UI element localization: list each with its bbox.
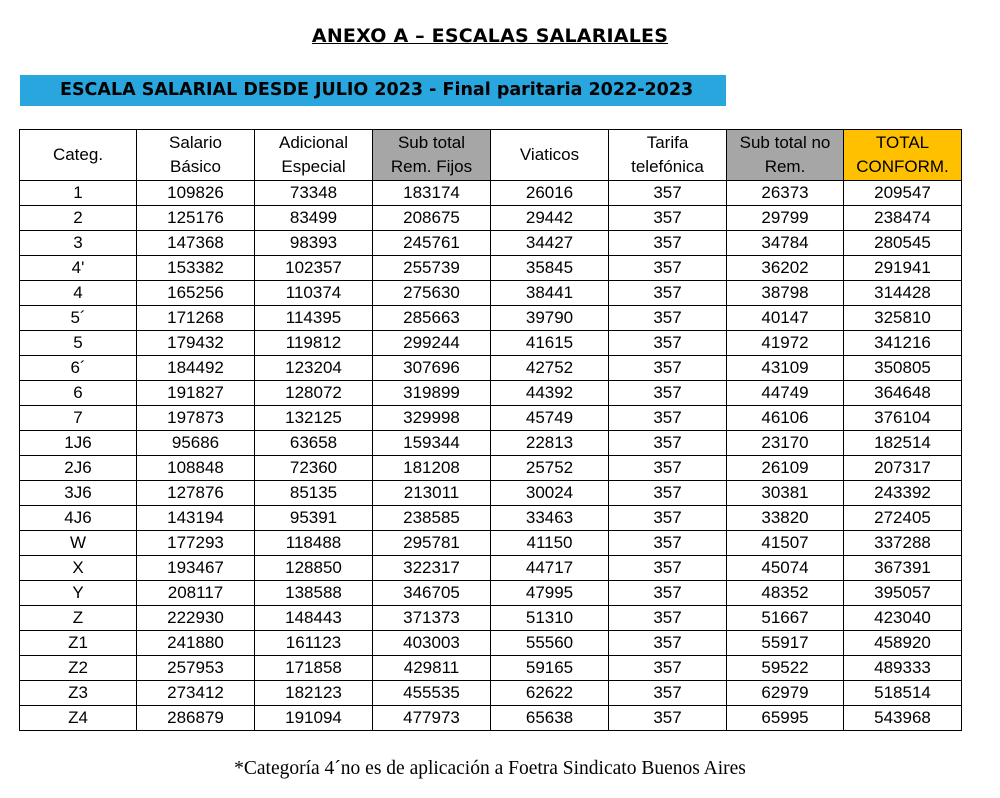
cell-subtotal-rem-fijos: 255739 — [373, 256, 491, 281]
cell-salario-basico: 208117 — [137, 581, 255, 606]
cell-tarifa-telefonica: 357 — [609, 406, 727, 431]
cell-total-conform: 364648 — [844, 381, 962, 406]
cell-subtotal-rem-fijos: 295781 — [373, 531, 491, 556]
cell-salario-basico: 273412 — [137, 681, 255, 706]
cell-viaticos: 25752 — [491, 456, 609, 481]
table-row — [20, 431, 962, 456]
cell-total-conform: 367391 — [844, 556, 962, 581]
cell-subtotal-rem-fijos: 307696 — [373, 356, 491, 381]
cell-categ: 1J6 — [20, 431, 137, 456]
cell-tarifa-telefonica: 357 — [609, 381, 727, 406]
table-row — [20, 206, 962, 231]
cell-subtotal-no-rem: 43109 — [727, 356, 844, 381]
cell-viaticos: 55560 — [491, 631, 609, 656]
cell-viaticos: 47995 — [491, 581, 609, 606]
table-row — [20, 606, 962, 631]
cell-viaticos: 42752 — [491, 356, 609, 381]
cell-subtotal-no-rem: 51667 — [727, 606, 844, 631]
cell-subtotal-rem-fijos: 183174 — [373, 181, 491, 206]
cell-tarifa-telefonica: 357 — [609, 281, 727, 306]
cell-tarifa-telefonica: 357 — [609, 581, 727, 606]
cell-tarifa-telefonica: 357 — [609, 681, 727, 706]
cell-subtotal-rem-fijos: 275630 — [373, 281, 491, 306]
cell-categ: 4' — [20, 256, 137, 281]
table-row — [20, 456, 962, 481]
cell-subtotal-no-rem: 55917 — [727, 631, 844, 656]
cell-adicional-especial: 63658 — [255, 431, 373, 456]
cell-subtotal-no-rem: 33820 — [727, 506, 844, 531]
cell-viaticos: 51310 — [491, 606, 609, 631]
table-row — [20, 331, 962, 356]
cell-categ: 4J6 — [20, 506, 137, 531]
cell-viaticos: 45749 — [491, 406, 609, 431]
cell-subtotal-no-rem: 59522 — [727, 656, 844, 681]
cell-subtotal-rem-fijos: 429811 — [373, 656, 491, 681]
cell-adicional-especial: 138588 — [255, 581, 373, 606]
cell-subtotal-rem-fijos: 403003 — [373, 631, 491, 656]
cell-tarifa-telefonica: 357 — [609, 356, 727, 381]
cell-subtotal-rem-fijos: 322317 — [373, 556, 491, 581]
table-row — [20, 256, 962, 281]
cell-total-conform: 291941 — [844, 256, 962, 281]
cell-tarifa-telefonica: 357 — [609, 181, 727, 206]
cell-categ: 5´ — [20, 306, 137, 331]
cell-salario-basico: 109826 — [137, 181, 255, 206]
cell-categ: Z2 — [20, 656, 137, 681]
cell-categ: W — [20, 531, 137, 556]
cell-tarifa-telefonica: 357 — [609, 481, 727, 506]
cell-viaticos: 26016 — [491, 181, 609, 206]
scale-banner — [20, 75, 726, 106]
cell-total-conform: 341216 — [844, 331, 962, 356]
table-row — [20, 506, 962, 531]
cell-subtotal-rem-fijos: 238585 — [373, 506, 491, 531]
table-row — [20, 556, 962, 581]
cell-adicional-especial: 182123 — [255, 681, 373, 706]
cell-viaticos: 35845 — [491, 256, 609, 281]
cell-subtotal-rem-fijos: 477973 — [373, 706, 491, 731]
cell-categ: X — [20, 556, 137, 581]
cell-salario-basico: 222930 — [137, 606, 255, 631]
cell-viaticos: 29442 — [491, 206, 609, 231]
cell-salario-basico: 257953 — [137, 656, 255, 681]
cell-adicional-especial: 98393 — [255, 231, 373, 256]
cell-salario-basico: 125176 — [137, 206, 255, 231]
cell-total-conform: 182514 — [844, 431, 962, 456]
table-row — [20, 581, 962, 606]
cell-subtotal-no-rem: 34784 — [727, 231, 844, 256]
cell-viaticos: 38441 — [491, 281, 609, 306]
col-header-tarifa-telefonica: Tarifa telefónica — [609, 130, 727, 181]
table-row — [20, 281, 962, 306]
cell-salario-basico: 153382 — [137, 256, 255, 281]
cell-categ: Z4 — [20, 706, 137, 731]
cell-subtotal-no-rem: 26373 — [727, 181, 844, 206]
cell-categ: 6´ — [20, 356, 137, 381]
cell-adicional-especial: 118488 — [255, 531, 373, 556]
cell-total-conform: 376104 — [844, 406, 962, 431]
cell-subtotal-no-rem: 44749 — [727, 381, 844, 406]
cell-subtotal-no-rem: 36202 — [727, 256, 844, 281]
cell-adicional-especial: 102357 — [255, 256, 373, 281]
table-row — [20, 356, 962, 381]
cell-subtotal-rem-fijos: 319899 — [373, 381, 491, 406]
cell-salario-basico: 184492 — [137, 356, 255, 381]
cell-salario-basico: 177293 — [137, 531, 255, 556]
cell-total-conform: 395057 — [844, 581, 962, 606]
cell-subtotal-rem-fijos: 371373 — [373, 606, 491, 631]
cell-tarifa-telefonica: 357 — [609, 256, 727, 281]
cell-tarifa-telefonica: 357 — [609, 206, 727, 231]
table-row — [20, 706, 962, 731]
cell-viaticos: 62622 — [491, 681, 609, 706]
cell-total-conform: 209547 — [844, 181, 962, 206]
cell-subtotal-rem-fijos: 181208 — [373, 456, 491, 481]
col-header-adicional-especial: Adicional Especial — [255, 130, 373, 181]
table-row — [20, 381, 962, 406]
cell-adicional-especial: 119812 — [255, 331, 373, 356]
cell-subtotal-no-rem: 62979 — [727, 681, 844, 706]
cell-viaticos: 41615 — [491, 331, 609, 356]
cell-subtotal-rem-fijos: 245761 — [373, 231, 491, 256]
cell-viaticos: 59165 — [491, 656, 609, 681]
cell-total-conform: 350805 — [844, 356, 962, 381]
cell-total-conform: 314428 — [844, 281, 962, 306]
cell-adicional-especial: 128850 — [255, 556, 373, 581]
cell-viaticos: 39790 — [491, 306, 609, 331]
scale-banner-text: ESCALA SALARIAL DESDE JULIO 2023 - Final paritaria 2022-2023 — [60, 80, 694, 100]
cell-categ: 6 — [20, 381, 137, 406]
document-title: ANEXO A – ESCALAS SALARIALES — [311, 25, 669, 47]
table-row — [20, 631, 962, 656]
cell-subtotal-no-rem: 38798 — [727, 281, 844, 306]
cell-salario-basico: 143194 — [137, 506, 255, 531]
cell-viaticos: 65638 — [491, 706, 609, 731]
cell-total-conform: 243392 — [844, 481, 962, 506]
cell-adicional-especial: 171858 — [255, 656, 373, 681]
cell-subtotal-no-rem: 23170 — [727, 431, 844, 456]
cell-subtotal-no-rem: 41507 — [727, 531, 844, 556]
cell-adicional-especial: 161123 — [255, 631, 373, 656]
cell-adicional-especial: 148443 — [255, 606, 373, 631]
table-body — [20, 181, 962, 731]
cell-total-conform: 207317 — [844, 456, 962, 481]
cell-viaticos: 30024 — [491, 481, 609, 506]
cell-tarifa-telefonica: 357 — [609, 606, 727, 631]
cell-viaticos: 22813 — [491, 431, 609, 456]
cell-salario-basico: 95686 — [137, 431, 255, 456]
cell-adicional-especial: 191094 — [255, 706, 373, 731]
col-header-subtotal-no-rem: Sub total no Rem. — [727, 130, 844, 181]
cell-total-conform: 238474 — [844, 206, 962, 231]
cell-subtotal-rem-fijos: 213011 — [373, 481, 491, 506]
cell-categ: 7 — [20, 406, 137, 431]
cell-subtotal-no-rem: 41972 — [727, 331, 844, 356]
cell-subtotal-no-rem: 48352 — [727, 581, 844, 606]
cell-viaticos: 33463 — [491, 506, 609, 531]
cell-salario-basico: 147368 — [137, 231, 255, 256]
cell-subtotal-rem-fijos: 159344 — [373, 431, 491, 456]
table-row — [20, 306, 962, 331]
cell-subtotal-no-rem: 26109 — [727, 456, 844, 481]
cell-salario-basico: 108848 — [137, 456, 255, 481]
table-row — [20, 406, 962, 431]
col-header-salario-basico: Salario Básico — [137, 130, 255, 181]
cell-subtotal-rem-fijos: 285663 — [373, 306, 491, 331]
cell-subtotal-no-rem: 30381 — [727, 481, 844, 506]
cell-subtotal-no-rem: 29799 — [727, 206, 844, 231]
cell-salario-basico: 171268 — [137, 306, 255, 331]
cell-tarifa-telefonica: 357 — [609, 706, 727, 731]
cell-adicional-especial: 114395 — [255, 306, 373, 331]
cell-categ: 3 — [20, 231, 137, 256]
cell-tarifa-telefonica: 357 — [609, 456, 727, 481]
footnote: *Categoría 4´no es de aplicación a Foetra Sindicato Buenos Aires — [234, 758, 746, 779]
cell-categ: Z3 — [20, 681, 137, 706]
cell-total-conform: 272405 — [844, 506, 962, 531]
cell-tarifa-telefonica: 357 — [609, 506, 727, 531]
cell-adicional-especial: 132125 — [255, 406, 373, 431]
cell-categ: 3J6 — [20, 481, 137, 506]
cell-salario-basico: 165256 — [137, 281, 255, 306]
cell-tarifa-telefonica: 357 — [609, 331, 727, 356]
table-row — [20, 231, 962, 256]
cell-adicional-especial: 95391 — [255, 506, 373, 531]
cell-adicional-especial: 128072 — [255, 381, 373, 406]
table-row — [20, 656, 962, 681]
col-header-total-conform: TOTAL CONFORM. — [844, 130, 962, 181]
table-row — [20, 531, 962, 556]
cell-categ: Z — [20, 606, 137, 631]
cell-categ: 4 — [20, 281, 137, 306]
cell-tarifa-telefonica: 357 — [609, 656, 727, 681]
cell-total-conform: 518514 — [844, 681, 962, 706]
cell-viaticos: 41150 — [491, 531, 609, 556]
cell-subtotal-no-rem: 40147 — [727, 306, 844, 331]
cell-categ: 5 — [20, 331, 137, 356]
cell-subtotal-rem-fijos: 346705 — [373, 581, 491, 606]
cell-total-conform: 543968 — [844, 706, 962, 731]
cell-subtotal-rem-fijos: 329998 — [373, 406, 491, 431]
cell-total-conform: 337288 — [844, 531, 962, 556]
cell-adicional-especial: 72360 — [255, 456, 373, 481]
cell-subtotal-rem-fijos: 455535 — [373, 681, 491, 706]
cell-categ: 1 — [20, 181, 137, 206]
table-row — [20, 181, 962, 206]
table-row — [20, 681, 962, 706]
col-header-subtotal-rem-fijos: Sub total Rem. Fijos — [373, 130, 491, 181]
col-header-viaticos: Viaticos — [491, 130, 609, 181]
salary-table — [19, 129, 962, 731]
cell-categ: Z1 — [20, 631, 137, 656]
cell-salario-basico: 127876 — [137, 481, 255, 506]
cell-tarifa-telefonica: 357 — [609, 531, 727, 556]
cell-tarifa-telefonica: 357 — [609, 431, 727, 456]
cell-total-conform: 325810 — [844, 306, 962, 331]
cell-salario-basico: 191827 — [137, 381, 255, 406]
cell-viaticos: 34427 — [491, 231, 609, 256]
cell-tarifa-telefonica: 357 — [609, 631, 727, 656]
cell-tarifa-telefonica: 357 — [609, 306, 727, 331]
cell-adicional-especial: 83499 — [255, 206, 373, 231]
cell-salario-basico: 193467 — [137, 556, 255, 581]
cell-adicional-especial: 110374 — [255, 281, 373, 306]
cell-subtotal-no-rem: 45074 — [727, 556, 844, 581]
cell-adicional-especial: 85135 — [255, 481, 373, 506]
cell-categ: 2J6 — [20, 456, 137, 481]
cell-viaticos: 44392 — [491, 381, 609, 406]
cell-categ: Y — [20, 581, 137, 606]
col-header-categ: Categ. — [20, 130, 137, 181]
cell-total-conform: 458920 — [844, 631, 962, 656]
cell-subtotal-no-rem: 46106 — [727, 406, 844, 431]
cell-adicional-especial: 73348 — [255, 181, 373, 206]
cell-subtotal-rem-fijos: 299244 — [373, 331, 491, 356]
cell-salario-basico: 241880 — [137, 631, 255, 656]
header-row — [20, 130, 962, 181]
cell-tarifa-telefonica: 357 — [609, 231, 727, 256]
cell-total-conform: 423040 — [844, 606, 962, 631]
cell-categ: 2 — [20, 206, 137, 231]
cell-salario-basico: 179432 — [137, 331, 255, 356]
cell-salario-basico: 197873 — [137, 406, 255, 431]
table-row — [20, 481, 962, 506]
cell-subtotal-rem-fijos: 208675 — [373, 206, 491, 231]
cell-adicional-especial: 123204 — [255, 356, 373, 381]
cell-total-conform: 489333 — [844, 656, 962, 681]
cell-tarifa-telefonica: 357 — [609, 556, 727, 581]
cell-viaticos: 44717 — [491, 556, 609, 581]
cell-total-conform: 280545 — [844, 231, 962, 256]
cell-subtotal-no-rem: 65995 — [727, 706, 844, 731]
cell-salario-basico: 286879 — [137, 706, 255, 731]
